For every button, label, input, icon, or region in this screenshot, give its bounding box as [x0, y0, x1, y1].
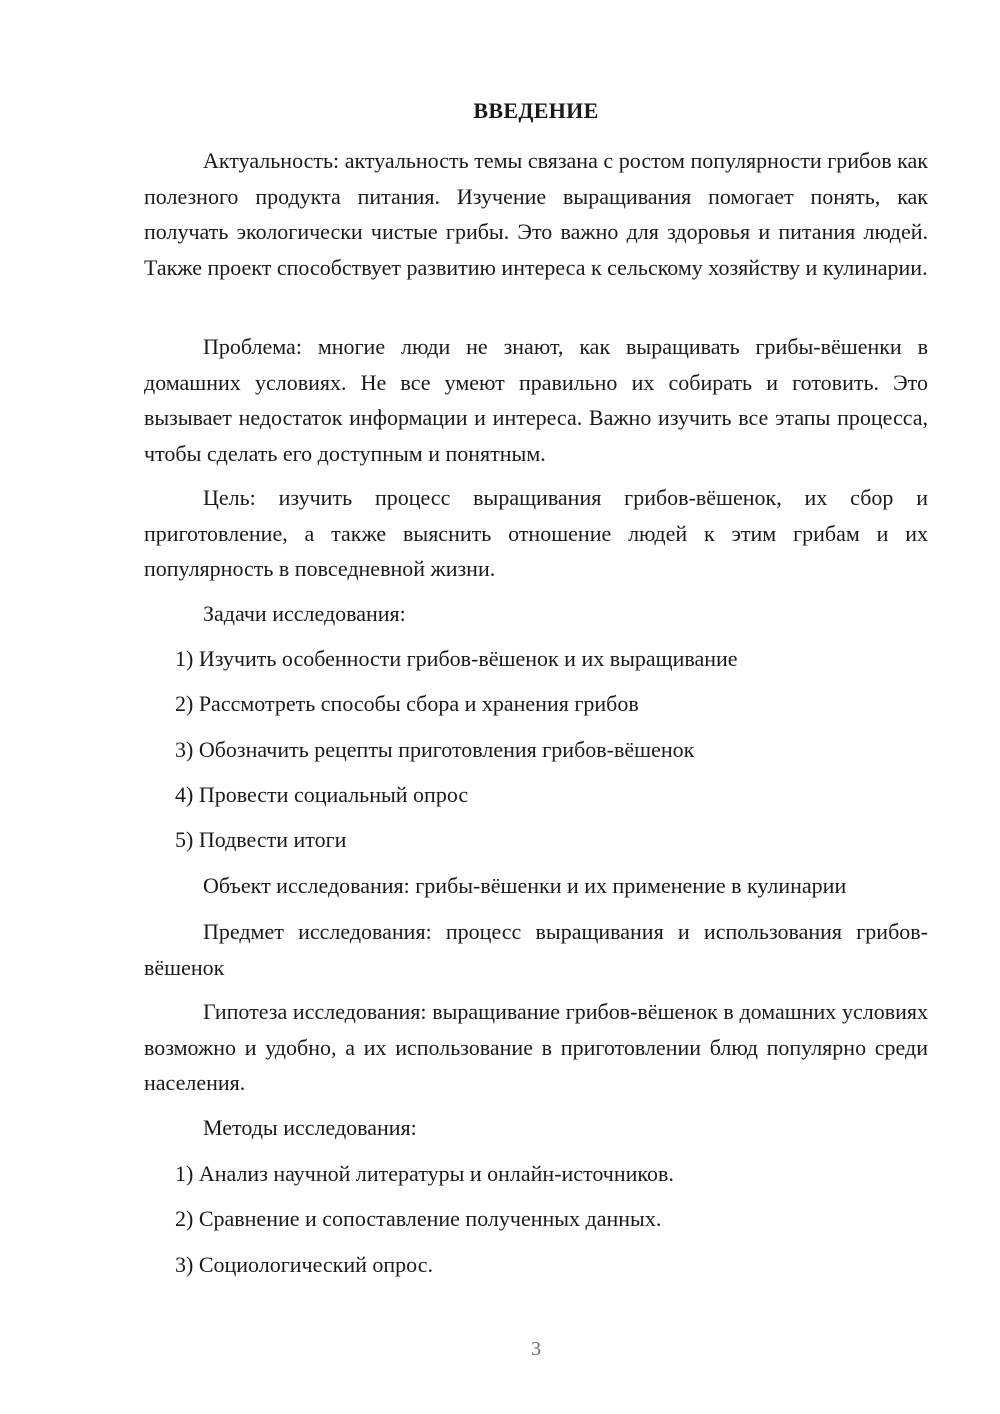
- method-item-2: 2) Сравнение и сопоставление полученных данных.: [175, 1206, 662, 1231]
- problem-paragraph: Проблема: многие люди не знают, как выращивать грибы-вёшенки в домашних условиях. Не все умеют правильно их собирать и готовить. Это вызывает недостаток информации и интереса. Важно изучить все этапы процесса, чтобы сделать его доступным и понятным.: [144, 334, 928, 466]
- task-item-3: 3) Обозначить рецепты приготовления грибов-вёшенок: [175, 737, 695, 762]
- document-page: [144, 0, 928, 1414]
- page-title: ВВЕДЕНИЕ: [473, 98, 599, 123]
- task-item-4: 4) Провести социальный опрос: [175, 782, 469, 807]
- page-number: 3: [531, 1338, 541, 1360]
- tasks-heading: Задачи исследования:: [203, 601, 406, 626]
- object-paragraph: Объект исследования: грибы-вёшенки и их применение в кулинарии: [203, 873, 847, 898]
- methods-heading: Методы исследования:: [203, 1115, 417, 1140]
- task-item-1: 1) Изучить особенности грибов-вёшенок и их выращивание: [175, 646, 738, 671]
- hypothesis-paragraph: Гипотеза исследования: выращивание грибов-вёшенок в домашних условиях возможно и удобно, а их использование в приготовлении блюд популярно среди населения.: [144, 999, 928, 1095]
- subject-paragraph: Предмет исследования: процесс выращивания и использования грибов-вёшенок: [144, 919, 928, 980]
- relevance-paragraph: Актуальность: актуальность темы связана с ростом популярности грибов как полезного продукта питания. Изучение выращивания помогает понять, как получать экологически чистые грибы. Это важно для здоровья и питания людей. Также проект способствует развитию интереса к сельскому хозяйству и кулинарии.: [144, 148, 928, 280]
- method-item-3: 3) Социологический опрос.: [175, 1252, 433, 1277]
- task-item-5: 5) Подвести итоги: [175, 827, 347, 852]
- goal-paragraph: Цель: изучить процесс выращивания грибов-вёшенок, их сбор и приготовление, а также выяснить отношение людей к этим грибам и их популярность в повседневной жизни.: [144, 485, 928, 581]
- method-item-1: 1) Анализ научной литературы и онлайн-источников.: [175, 1161, 674, 1186]
- task-item-2: 2) Рассмотреть способы сбора и хранения грибов: [175, 691, 639, 716]
